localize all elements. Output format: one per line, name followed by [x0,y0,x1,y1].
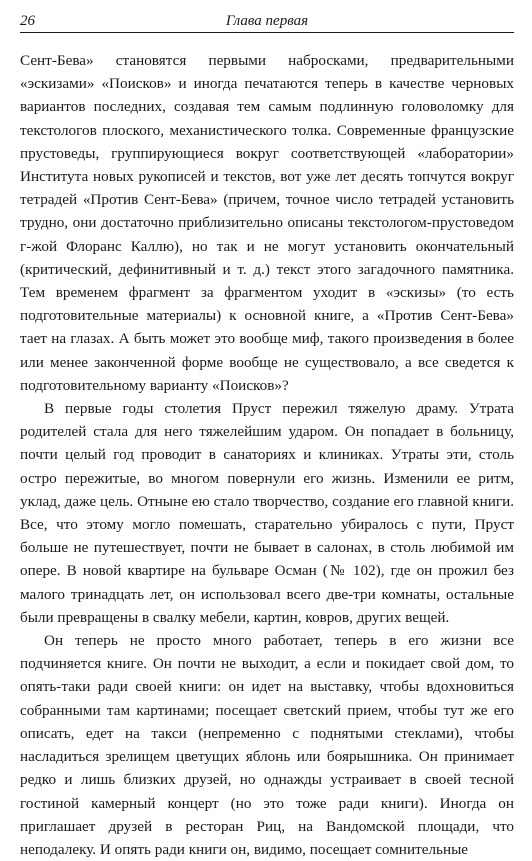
paragraph: В первые годы столетия Пруст пережил тяжелую драму. Утрата родителей стала для него тяжелейшим ударом. Он попадает в больницу, почти целый год проводит в санаториях и клиниках. Утраты эти, столь остро пережитые, во многом повернули его жизнь. Изменили ее ритм, уклад, даже цель. Отныне ею стало творчество, создание его главной книги. Все, что этому могло помешать, старательно убиралось с пути, Пруст больше не путешествует, почти не бывает в салонах, в столь любимой им опере. В новой квартире на бульваре Осман (№ 102), где он прожил без малого тринадцать лет, он использовал всего две-три комнаты, остальные были превращены в свалку мебели, картин, ковров, других вещей. [20,400,514,626]
paragraph: Он теперь не просто много работает, теперь в его жизни все подчиняется книге. Он почти не выходит, а если и покидает свой дом, то опять-таки ради своей книги: он идет на выставку, чтобы вдохновиться собранными там картинами; посещает светский прием, чтобы тут же его описать, едет на такси (непременно с поднятыми стеклами), чтобы насладиться зрелищем цветущих яблонь или боярышника. Он принимает редко и лишь близких друзей, но однажды устраивает в своей тесной гостиной камерный концерт (но это тоже ради книги). Иногда он приглашает друзей в ресторан Риц, на Вандомской площади, что неподалеку. И опять ради книги он, видимо, посещает сомнительные [20,632,514,858]
running-head: Глава первая [225,13,309,29]
book-page [20,10,514,858]
paragraph-continued: Сент-Бева» становятся первыми набросками, предварительными «эскизами» «Поисков» и иногда печатаются теперь в качестве черновых вариантов последних, создавая тем самым подлинную головоломку для текстологов плоского, механистического толка. Современные французские прустоведы, группирующиеся вокруг соответствующей «лаборатории» Института новых рукописей и текстов, вот уже лет десять топчутся вокруг тетрадей «Против Сент-Бева» (причем, точное число тетрадей установить трудно, они достаточно приблизительно описаны текстологом-прустоведом г-жой Флоранс Каллю), но так и не могут установить окончательный (критический, дефинитивный и т. д.) текст этого загадочного памятника. Тем временем фрагмент за фрагментом уходит в «эскизы» (то есть подготовительные материалы) к основной книге, а «Против Сент-Бева» тает на глазах. А быть может это вообще миф, такого произведения в более или менее законченной форме вообще не существовало, а все сведется к подготовительному варианту «Поисков»? [20,52,514,394]
page-header [20,10,514,33]
body-text [20,49,514,861]
page-number: 26 [20,13,35,29]
